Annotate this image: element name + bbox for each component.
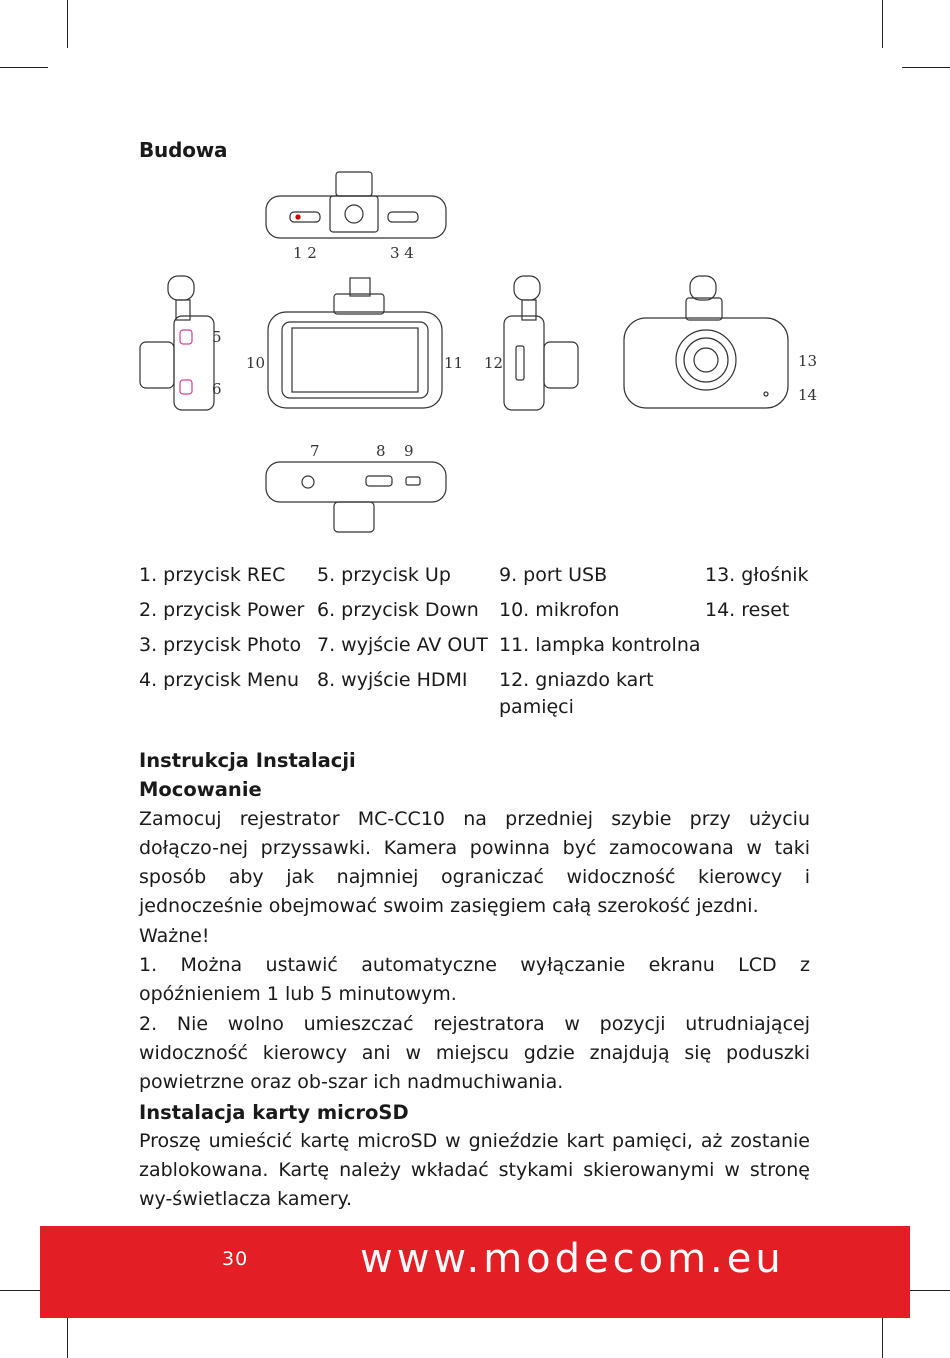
parts-item: 8. wyjście HDMI (317, 669, 468, 691)
installation-section (139, 746, 810, 1215)
parts-item (705, 630, 815, 661)
callout-12: 12 (484, 354, 504, 372)
callout-8: 8 (376, 442, 386, 460)
parts-item: 9. port USB (499, 564, 608, 586)
parts-item: 5. przycisk Up (317, 564, 451, 586)
camera-top-view (266, 172, 446, 238)
microsd-title: Instalacja karty microSD (139, 1100, 409, 1124)
parts-list (139, 560, 815, 721)
crop-mark (902, 67, 950, 68)
parts-item: 4. przycisk Menu (139, 669, 300, 691)
parts-item (705, 665, 815, 721)
installation-title: Instrukcja Instalacji (139, 749, 356, 772)
callout-14: 14 (798, 386, 818, 404)
callout-10: 10 (246, 354, 266, 372)
crop-mark (67, 0, 68, 48)
callout-5: 5 (212, 328, 222, 346)
microsd-text: Proszę umieścić kartę microSD w gnieździe kart pamięci, aż zostanie zablokowana. Kartę należy wkładać stykami skierowanymi w stronę wy-świetlacza kamery. (139, 1129, 810, 1211)
callout-11: 11 (444, 354, 464, 372)
parts-item: 7. wyjście AV OUT (317, 634, 488, 656)
important-note-2: 2. Nie wolno umieszczać rejestratora w pozycji utrudniającej widoczność kierowcy ani w miejscu gdzie znajdują się poduszki powietrzne oraz ob-szar ich nadmuchiwania. (139, 1012, 810, 1094)
website-url: www.modecom.eu (360, 1236, 785, 1282)
mounting-text: Zamocuj rejestrator MC-CC10 na przedniej szybie przy użyciu dołączo-nej przyssawki. Kamera powinna być zamocowana w taki sposób aby jak najmniej ograniczać widoczność kierowcy i jednocześnie obejmować swoim zasięgiem całą szerokość jezdni. (139, 807, 810, 918)
callout-9: 9 (404, 442, 414, 460)
camera-left-side-view (140, 276, 214, 410)
callout-7: 7 (310, 442, 320, 460)
footer-banner (40, 1226, 910, 1318)
parts-item: 1. przycisk REC (139, 564, 286, 586)
camera-diagram (130, 168, 830, 540)
parts-item: 13. głośnik (705, 564, 809, 586)
parts-item: 14. reset (705, 599, 790, 621)
camera-back-view (624, 276, 788, 408)
callout-1-2: 1 2 (293, 244, 317, 262)
crop-mark (882, 0, 883, 48)
callout-13: 13 (798, 352, 818, 370)
crop-mark (0, 67, 48, 68)
callout-6: 6 (212, 380, 222, 398)
important-note-1: 1. Można ustawić automatyczne wyłączanie ekranu LCD z opóźnieniem 1 lub 5 minutowym. (139, 954, 810, 1006)
parts-item: 6. przycisk Down (317, 599, 479, 621)
callout-3-4: 3 4 (390, 244, 414, 262)
section-title-budowa: Budowa (139, 138, 228, 162)
parts-item: 2. przycisk Power (139, 599, 305, 621)
camera-right-side-view (504, 276, 578, 410)
parts-item: 11. lampka kontrolna (499, 634, 701, 656)
parts-item: 3. przycisk Photo (139, 634, 302, 656)
page-number: 30 (222, 1248, 249, 1270)
parts-item: 10. mikrofon (499, 599, 620, 621)
parts-item: 12. gniazdo kart pamięci (499, 669, 654, 718)
mounting-title: Mocowanie (139, 778, 262, 802)
important-label: Ważne! (139, 924, 210, 947)
camera-bottom-view (266, 462, 446, 532)
camera-front-view (268, 278, 442, 408)
